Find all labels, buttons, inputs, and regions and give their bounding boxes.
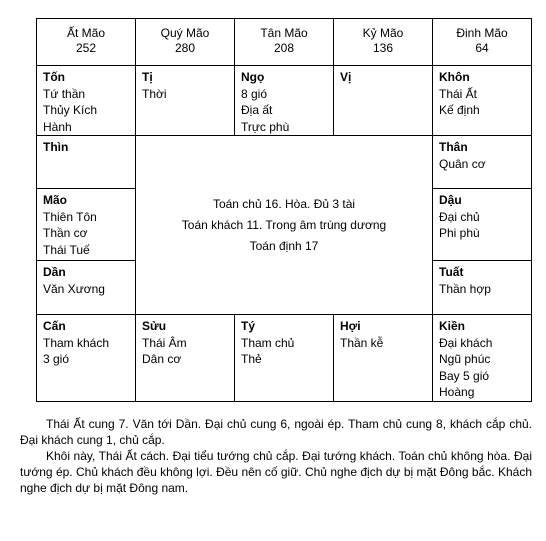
palace-name: Dần — [43, 265, 66, 279]
palace-name: Tuất — [439, 265, 464, 279]
palace-star: Đại chủ — [439, 209, 480, 224]
palace-star: 5 gió — [463, 368, 490, 383]
palace-hoi — [333, 314, 433, 402]
palace-name: Tị — [142, 70, 153, 84]
palace-name: Cấn — [43, 319, 66, 333]
note-paragraph: Khôi này, Thái Ất cách. Đại tiểu tướng chủ cắp. Đại tướng khách. Toán chủ không hòa. Đại tướng ép. Chủ khách đều không lợi. Đều nên cố giữ. Chủ nghe địch dự bị mặt Đông bắc. Khách nghe địch dự bị mặt Đông nam. — [20, 449, 532, 495]
palace-star: Bay — [439, 368, 460, 383]
header-cell-4 — [333, 18, 433, 66]
palace-star: Ngũ phúc — [439, 352, 491, 366]
center-line: Toán định 17 — [249, 238, 319, 253]
palace-khon — [432, 65, 532, 136]
palace-star: Dân cơ — [142, 352, 182, 366]
palace-ton — [36, 65, 136, 136]
palace-ngo — [234, 65, 334, 136]
center-summary — [135, 135, 433, 315]
palace-name: Hợi — [340, 319, 361, 333]
header-name: Đinh Mão — [456, 26, 508, 40]
palace-star-row — [439, 368, 531, 385]
header-value: 208 — [273, 41, 295, 55]
notes-text — [20, 416, 532, 496]
palace-star: Tứ thần — [43, 86, 86, 101]
palace-star: Tham chủ — [241, 335, 295, 350]
header-name: Ất Mão — [66, 26, 105, 40]
palace-vi — [333, 65, 433, 136]
palace-star: Phi phù — [439, 226, 480, 240]
header-cell-3 — [234, 18, 334, 66]
palace-dan — [36, 260, 136, 315]
palace-star: Thái Âm — [142, 335, 187, 350]
palace-star: Thần hợp — [439, 281, 491, 296]
palace-star: Thủy Kích — [43, 103, 98, 117]
palace-name: Vị — [340, 70, 352, 84]
header-name: Tân Mão — [260, 26, 308, 40]
palace-star: Thẻ — [241, 352, 262, 366]
palace-star: Thiên Tôn — [43, 209, 97, 224]
palace-name: Tý — [241, 319, 256, 333]
center-line: Toán chủ 16. Hòa. Đủ 3 tài — [212, 196, 356, 211]
header-value: 252 — [75, 41, 97, 55]
palace-star: Kế định — [439, 103, 480, 117]
palace-star: Hoàng — [439, 385, 475, 399]
palace-name: Khôn — [439, 70, 470, 84]
palace-star: 3 gió — [43, 352, 70, 366]
header-name: Quý Mão — [160, 26, 210, 40]
palace-than — [432, 135, 532, 189]
palace-name: Tốn — [43, 70, 65, 84]
palace-name: Kiền — [439, 319, 466, 333]
palace-star: Đại khách — [439, 335, 493, 350]
palace-star: Thần cơ — [43, 226, 88, 240]
palace-star: Thời — [142, 86, 167, 101]
palace-thin — [36, 135, 136, 189]
palace-dau — [432, 188, 532, 261]
header-cell-2 — [135, 18, 235, 66]
palace-mao — [36, 188, 136, 261]
palace-name: Ngọ — [241, 70, 265, 84]
palace-name: Sửu — [142, 319, 167, 333]
palace-suu — [135, 314, 235, 402]
header-cell-5 — [432, 18, 532, 66]
palace-ti — [135, 65, 235, 136]
header-cell-1 — [36, 18, 136, 66]
palace-star: 8 gió — [241, 86, 268, 101]
palace-star: Thần kễ — [340, 335, 384, 350]
palace-ty — [234, 314, 334, 402]
palace-star: Thái Ất — [439, 86, 478, 101]
palace-star: Địa ất — [241, 103, 273, 117]
palace-tuat — [432, 260, 532, 315]
palace-star: Quân cơ — [439, 156, 486, 171]
palace-star: Văn Xương — [43, 281, 105, 296]
palace-name: Mão — [43, 193, 67, 207]
header-name: Kỷ Mão — [362, 26, 404, 40]
palace-star: Trực phù — [241, 119, 290, 134]
palace-star: Thái Tuế — [43, 242, 90, 257]
palace-name: Dậu — [439, 193, 462, 207]
palace-can — [36, 314, 136, 402]
palace-star: Hành — [43, 119, 72, 134]
header-value: 64 — [475, 41, 489, 55]
palace-kien — [432, 314, 532, 402]
palace-name: Thìn — [43, 140, 69, 154]
center-line: Toán khách 11. Trong âm trùng dương — [181, 217, 387, 232]
palace-grid — [36, 18, 532, 402]
note-paragraph: Thái Ất cung 7. Văn tới Dần. Đại chủ cung 6, ngoài ép. Tham chủ cung 8, khách cắp chủ. Đại khách cung 1, chủ cắp. — [20, 417, 532, 447]
header-value: 136 — [372, 41, 394, 55]
palace-star: Tham khách — [43, 335, 110, 350]
header-value: 280 — [174, 41, 196, 55]
palace-name: Thân — [439, 140, 468, 154]
